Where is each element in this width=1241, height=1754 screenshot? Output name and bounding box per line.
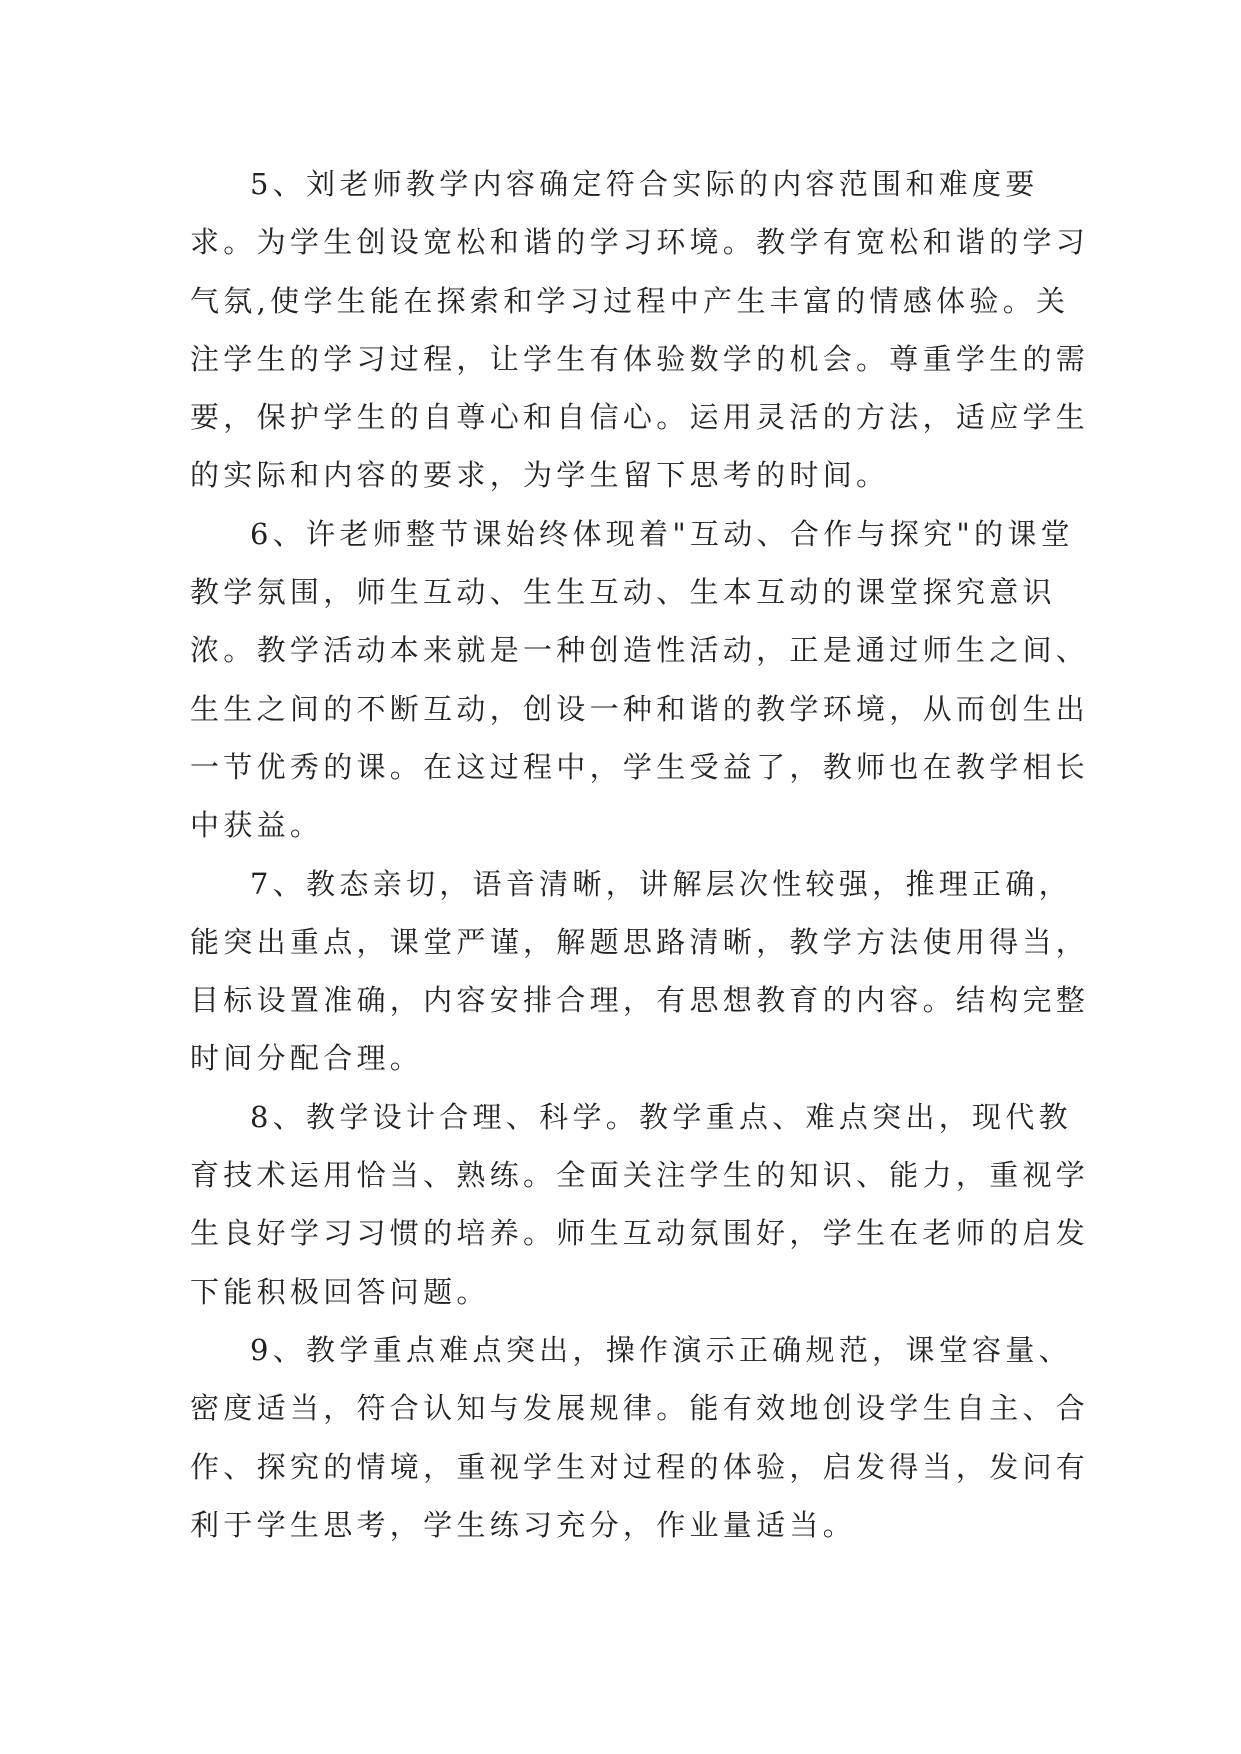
paragraph-5: 5、刘老师教学内容确定符合实际的内容范围和难度要求。为学生创设宽松和谐的学习环境。教学有宽松和谐的学习气氛,使学生能在探索和学习过程中产生丰富的情感体验。关注学生的学习过程，让学生有体验数学的机会。尊重学生的需要，保护学生的自尊心和自信心。运用灵活的方法，适应学生的实际和内容的要求，为学生留下思考的时间。 xyxy=(190,167,1090,493)
paragraph-6: 6、许老师整节课始终体现着"互动、合作与探究"的课堂教学氛围，师生互动、生生互动、生本互动的课堂探究意识浓。教学活动本来就是一种创造性活动，正是通过师生之间、生生之间的不断互动，创设一种和谐的教学环境，从而创生出一节优秀的课。在这过程中，学生受益了，教师也在教学相长中获益。 xyxy=(190,516,1090,843)
document-body xyxy=(190,155,1090,1554)
paragraph-8: 8、教学设计合理、科学。教学重点、难点突出，现代教育技术运用恰当、熟练。全面关注学生的知识、能力，重视学生良好学习习惯的培养。师生互动氛围好，学生在老师的启发下能积极回答问题。 xyxy=(190,1099,1090,1309)
paragraph-7: 7、教态亲切，语音清晰，讲解层次性较强，推理正确，能突出重点，课堂严谨，解题思路清晰，教学方法使用得当，目标设置准确，内容安排合理，有思想教育的内容。结构完整时间分配合理。 xyxy=(190,866,1090,1076)
paragraph-9: 9、教学重点难点突出，操作演示正确规范，课堂容量、密度适当，符合认知与发展规律。能有效地创设学生自主、合作、探究的情境，重视学生对过程的体验，启发得当，发问有利于学生思考，学生练习充分，作业量适当。 xyxy=(190,1332,1090,1542)
